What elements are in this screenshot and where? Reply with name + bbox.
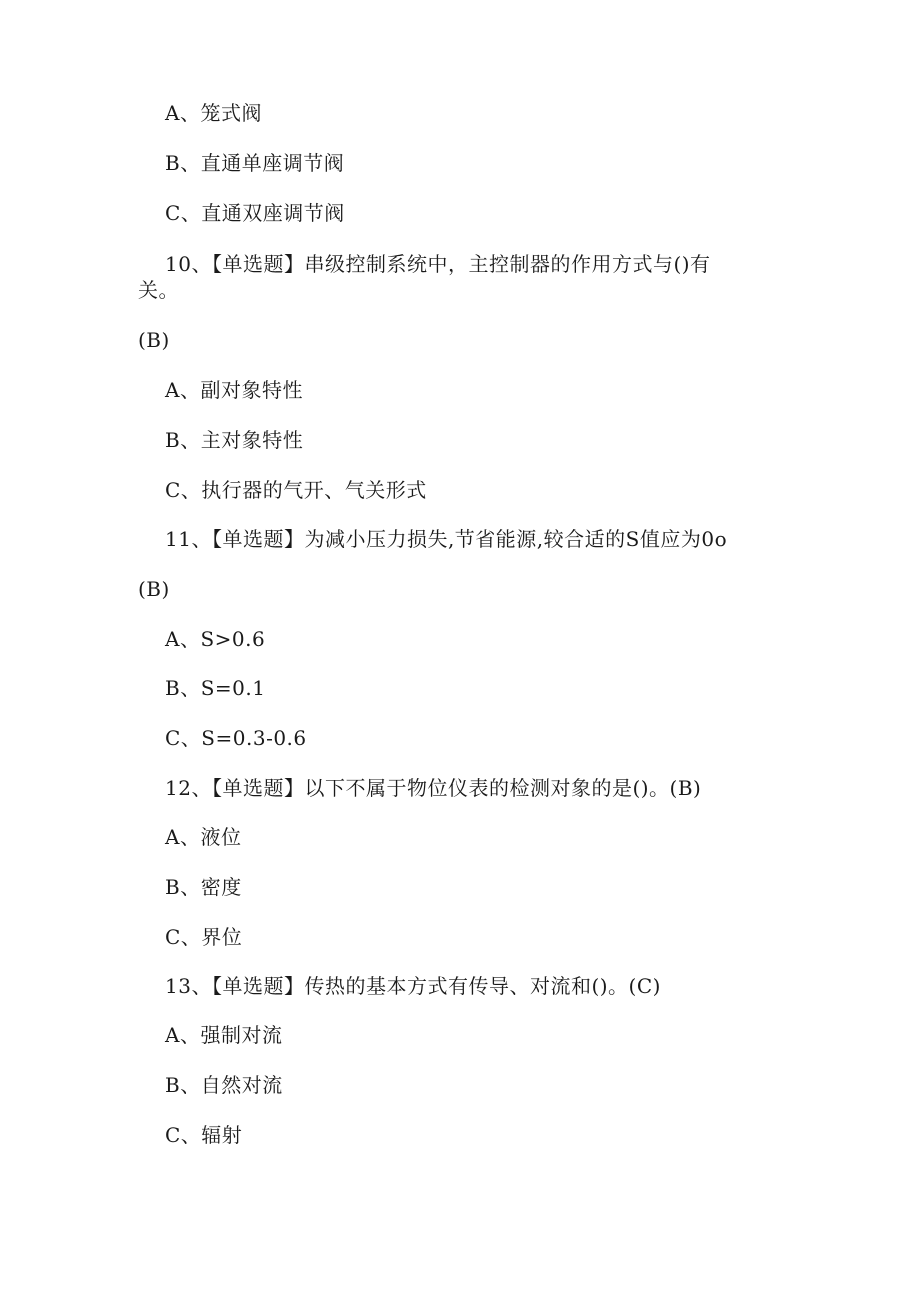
q13-option-b: B、自然对流 bbox=[165, 1073, 283, 1097]
q12-option-c: C、界位 bbox=[165, 925, 243, 949]
q12-question-text: 12、【单选题】以下不属于物位仪表的检测对象的是()。(B) bbox=[165, 776, 702, 800]
q10-option-c: C、执行器的气开、气关形式 bbox=[165, 478, 427, 502]
q10-question-text-continued: 关。 bbox=[138, 278, 179, 302]
q10-option-b: B、主对象特性 bbox=[165, 428, 304, 452]
q10-option-a: A、副对象特性 bbox=[165, 378, 303, 402]
q13-option-a: A、强制对流 bbox=[165, 1023, 283, 1047]
q11-answer: (B) bbox=[138, 577, 170, 601]
q9-option-a: A、笼式阀 bbox=[165, 101, 262, 125]
q9-option-b: B、直通单座调节阀 bbox=[165, 151, 345, 175]
q13-question-text: 13、【单选题】传热的基本方式有传导、对流和()。(C) bbox=[165, 974, 661, 998]
q11-option-a: A、S>0.6 bbox=[165, 627, 266, 651]
q11-question-text: 11、【单选题】为减小压力损失,节省能源,较合适的S值应为0o bbox=[165, 527, 728, 551]
q11-option-c: C、S=0.3-0.6 bbox=[165, 726, 307, 750]
q10-answer: (B) bbox=[138, 328, 170, 352]
q9-option-c: C、直通双座调节阀 bbox=[165, 201, 345, 225]
q12-option-a: A、液位 bbox=[165, 825, 242, 849]
q10-question-text: 10、【单选题】串级控制系统中，主控制器的作用方式与()有 bbox=[165, 252, 711, 276]
q13-option-c: C、辐射 bbox=[165, 1123, 243, 1147]
q11-option-b: B、S=0.1 bbox=[165, 676, 266, 700]
q12-option-b: B、密度 bbox=[165, 875, 242, 899]
